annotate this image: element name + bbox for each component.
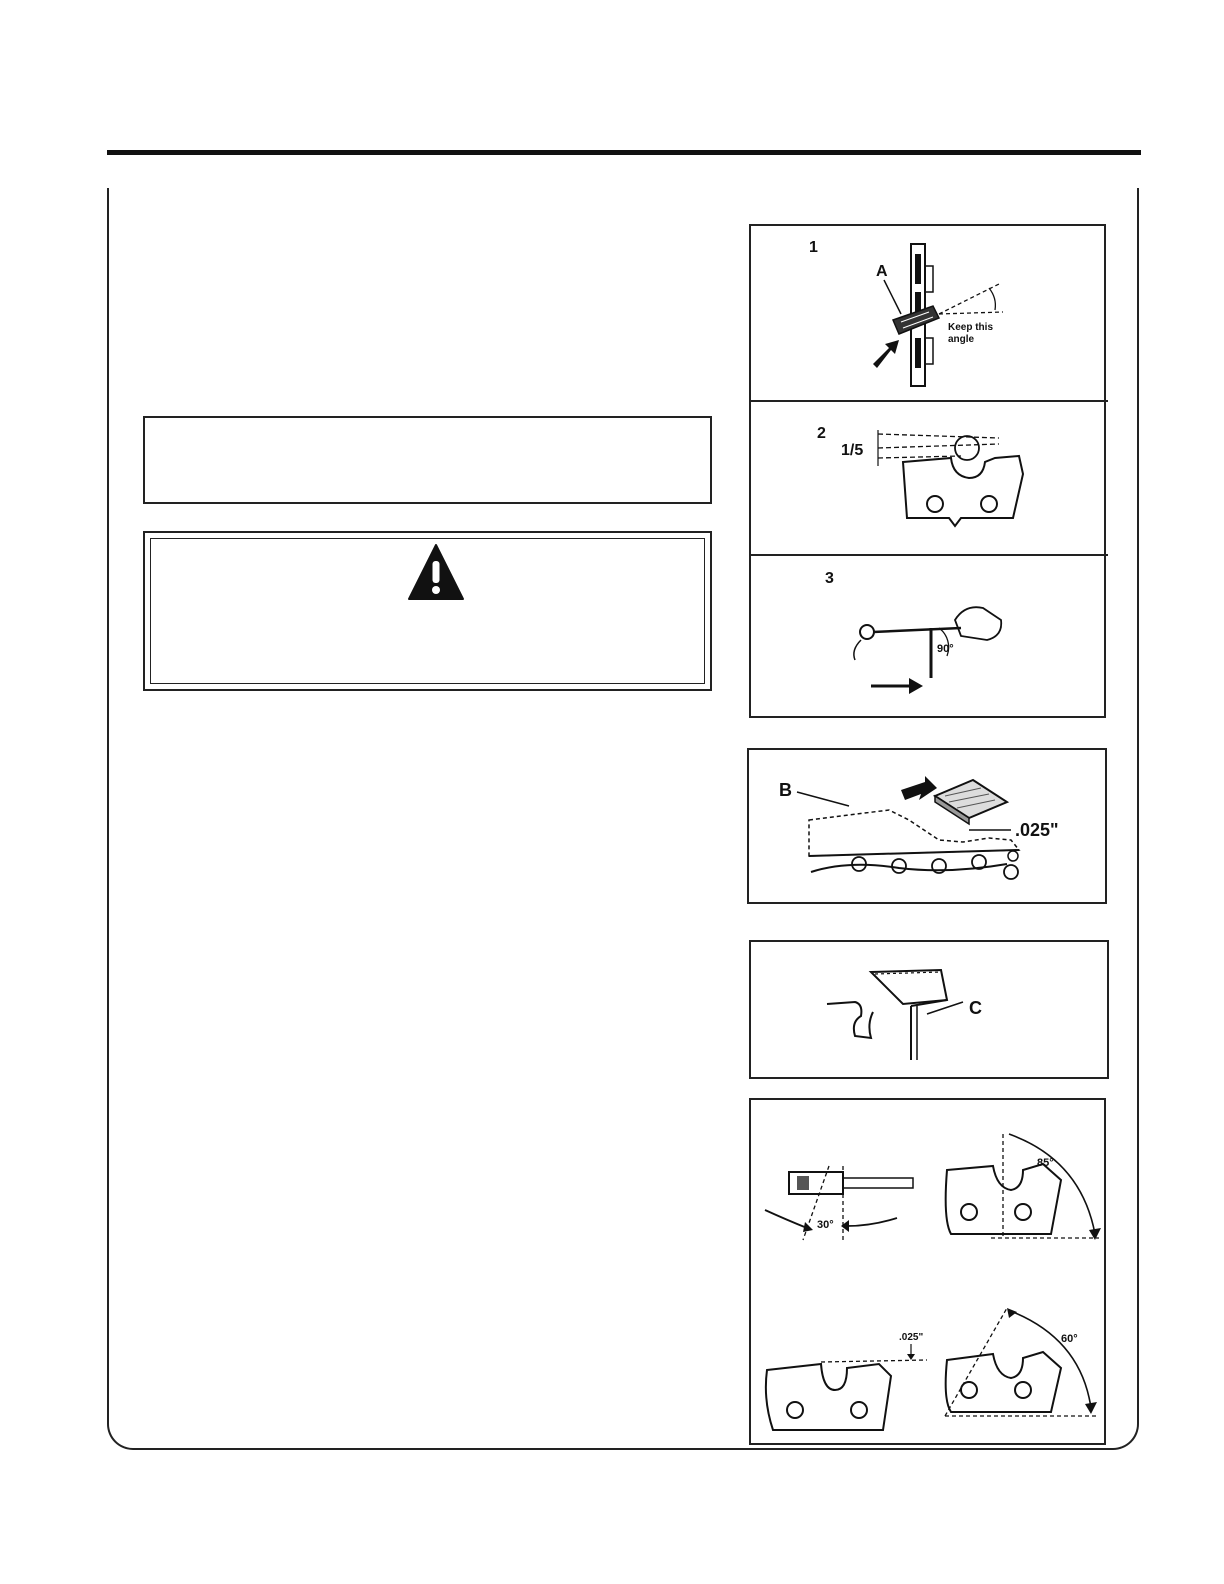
- depth-gauge-callout-b: B: [779, 780, 792, 800]
- cutter-angles-figure: [749, 1098, 1106, 1445]
- cutter-tooth-drawing: [903, 436, 1023, 526]
- chain-side-drawing: [809, 810, 1019, 879]
- step1-callout-a: A: [876, 263, 888, 280]
- tooth-side-plate-drawing: [946, 1134, 1101, 1240]
- file-holder-drawing: [854, 607, 1001, 678]
- direction-arrow-icon: [873, 340, 899, 368]
- depth-gauge-tool-drawing: [935, 780, 1007, 824]
- gauge-rounding-drawing: [827, 970, 947, 1060]
- step1-number: 1: [809, 239, 818, 256]
- file-guide-drawing: [765, 1166, 913, 1240]
- top-plate-angle-label: 60°: [1061, 1333, 1078, 1345]
- step3-number: 3: [825, 570, 834, 587]
- step3-angle: 90°: [937, 643, 954, 655]
- direction-arrow-icon: [901, 776, 937, 800]
- tooth-depth-drawing: [766, 1344, 927, 1430]
- sharpening-steps-figure: [749, 224, 1106, 718]
- step2-number: 2: [817, 425, 826, 442]
- warning-box: [143, 531, 712, 691]
- side-plate-angle-label: 85°: [1037, 1157, 1054, 1169]
- depth-gauge-round-figure: [749, 940, 1109, 1079]
- file-angle-label: 30°: [817, 1219, 834, 1231]
- depth-label: .025": [899, 1332, 924, 1343]
- depth-gauge-figure: [747, 748, 1107, 904]
- step2-ratio: 1/5: [841, 442, 864, 459]
- step1-note-line2: angle: [948, 334, 975, 345]
- header-rule: [107, 150, 1141, 155]
- depth-gauge-round-callout-c: C: [969, 998, 982, 1018]
- direction-arrow-icon: [871, 678, 923, 694]
- warning-triangle-icon: [407, 543, 465, 601]
- note-box: [143, 416, 712, 504]
- tooth-top-plate-drawing: [945, 1308, 1097, 1416]
- step1-note-line1: Keep this: [948, 322, 994, 333]
- depth-gauge-measurement: .025": [1015, 820, 1059, 840]
